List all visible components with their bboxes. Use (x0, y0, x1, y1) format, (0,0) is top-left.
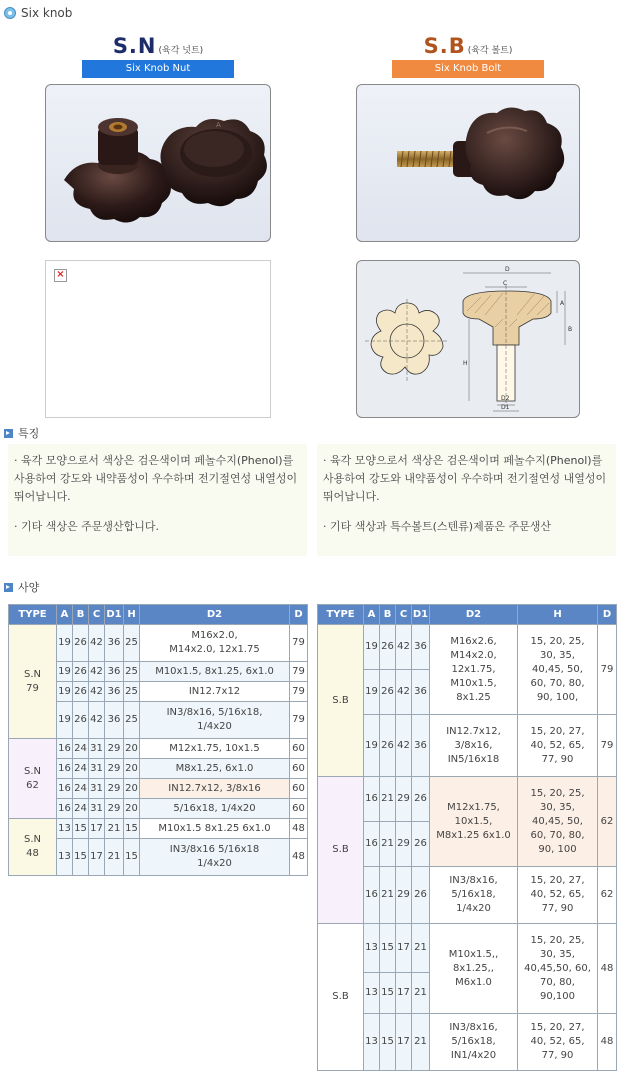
product-name-bar-sn: Six Knob Nut (82, 60, 234, 78)
header-cell-d2: D2 (430, 605, 518, 625)
type-cell: S.N 79 (9, 625, 57, 739)
cell-b: 21 (380, 777, 396, 822)
cell-d1: 29 (105, 739, 124, 759)
header-cell-a: A (57, 605, 73, 625)
cell-b: 26 (380, 625, 396, 670)
spec-table-sb (317, 604, 617, 1071)
cell-b: 24 (73, 799, 89, 819)
features-box-right (317, 444, 616, 556)
type-cell: S.N 48 (9, 819, 57, 876)
cell-h: 15, 20, 27, 40, 52, 65, 77, 90 (518, 1014, 598, 1071)
cell-d: 60 (290, 779, 308, 799)
cell-b: 15 (380, 1014, 396, 1071)
cell-c: 17 (396, 973, 412, 1014)
cell-d2: M12x1.75, 10x1.5, M8x1.25 6x1.0 (430, 777, 518, 867)
features-heading (4, 426, 39, 440)
cell-a: 19 (364, 670, 380, 715)
product-header-sn (82, 34, 234, 78)
cell-d1: 36 (412, 715, 430, 777)
type-cell: S.B (318, 924, 364, 1071)
header-cell-a: A (364, 605, 380, 625)
header-cell-d: D (290, 605, 308, 625)
cell-a: 16 (57, 739, 73, 759)
cell-d1: 26 (412, 777, 430, 822)
cell-b: 26 (73, 662, 89, 682)
cell-a: 16 (364, 822, 380, 867)
header-cell-c: C (89, 605, 105, 625)
cell-a: 16 (364, 777, 380, 822)
cell-a: 19 (57, 625, 73, 662)
cell-d1: 29 (105, 799, 124, 819)
cell-d1: 36 (105, 682, 124, 702)
cell-c: 31 (89, 759, 105, 779)
cell-d2: M10x1.5, 8x1.25, 6x1.0 (140, 662, 290, 682)
dim-label-b: B (568, 326, 573, 333)
dim-label-c: C (503, 280, 508, 287)
cell-a: 19 (364, 715, 380, 777)
title-bullet-icon (4, 7, 16, 19)
cell-c: 31 (89, 739, 105, 759)
cell-d2: IN3/8x16, 5/16x18, 1/4x20 (430, 867, 518, 924)
cell-d: 79 (598, 625, 617, 715)
cell-c: 29 (396, 777, 412, 822)
cell-a: 19 (57, 702, 73, 739)
cell-d: 62 (598, 867, 617, 924)
cell-a: 13 (364, 1014, 380, 1071)
type-cell: S.B (318, 625, 364, 777)
six-knob-bolt-photo (356, 84, 580, 242)
page-title: Six knob (21, 6, 73, 20)
cell-b: 15 (380, 973, 396, 1014)
features-left-paragraph-2: · 기타 색상은 주문생산합니다. (14, 520, 159, 533)
cell-a: 16 (57, 799, 73, 819)
cell-c: 42 (396, 670, 412, 715)
cell-d1: 21 (412, 1014, 430, 1071)
cell-d2: M16x2.6, M14x2.0, 12x1.75, M10x1.5, 8x1.25 (430, 625, 518, 715)
product-code-sn: S.N (112, 34, 157, 58)
cell-c: 42 (396, 625, 412, 670)
cell-d: 79 (290, 702, 308, 739)
header-cell-d1: D1 (105, 605, 124, 625)
cell-d: 79 (290, 682, 308, 702)
cell-d2: M12x1.75, 10x1.5 (140, 739, 290, 759)
header-cell-b: B (73, 605, 89, 625)
cell-h: 15 (124, 819, 140, 839)
cell-h: 25 (124, 625, 140, 662)
header-cell-type: TYPE (318, 605, 364, 625)
header-cell-type: TYPE (9, 605, 57, 625)
cell-b: 26 (73, 625, 89, 662)
cell-d: 62 (598, 777, 617, 867)
cell-c: 17 (396, 924, 412, 973)
cell-a: 13 (57, 819, 73, 839)
cell-d2: IN12.7x12, 3/8x16, IN5/16x18 (430, 715, 518, 777)
cell-d1: 29 (105, 779, 124, 799)
cell-d: 79 (290, 625, 308, 662)
cell-d1: 21 (105, 839, 124, 876)
cell-c: 31 (89, 779, 105, 799)
header-cell-h: H (124, 605, 140, 625)
technical-drawing (356, 260, 580, 418)
features-heading-label: 특징 (18, 427, 40, 440)
section-arrow-icon (4, 583, 13, 592)
cell-c: 31 (89, 799, 105, 819)
cell-d1: 29 (105, 759, 124, 779)
cell-b: 15 (380, 924, 396, 973)
cell-a: 13 (57, 839, 73, 876)
dim-label-h: H (463, 360, 468, 367)
cell-h: 15, 20, 25, 30, 35, 40,45, 50, 60, 70, 80, 90, 100 (518, 777, 598, 867)
cell-d2: M8x1.25, 6x1.0 (140, 759, 290, 779)
cell-h: 20 (124, 799, 140, 819)
header-cell-d2: D2 (140, 605, 290, 625)
cell-d2: IN3/8x16, 5/16x18, IN1/4x20 (430, 1014, 518, 1071)
header-cell-c: C (396, 605, 412, 625)
cell-d2: M10x1.5 8x1.25 6x1.0 (140, 819, 290, 839)
table-row (318, 625, 617, 670)
cell-d1: 36 (105, 702, 124, 739)
cell-d2: IN3/8x16, 5/16x18, 1/4x20 (140, 702, 290, 739)
cell-d1: 21 (105, 819, 124, 839)
page-title-row (4, 4, 72, 22)
cell-b: 26 (73, 682, 89, 702)
cell-b: 24 (73, 779, 89, 799)
cell-d: 60 (290, 799, 308, 819)
product-header-sb (392, 34, 544, 78)
dim-label-d2: D2 (501, 395, 510, 402)
product-code-sb: S.B (423, 34, 466, 58)
cell-d2: IN3/8x16 5/16x18 1/4x20 (140, 839, 290, 876)
cell-c: 17 (89, 819, 105, 839)
cell-d2: IN12.7x12 (140, 682, 290, 702)
dim-label-d: D (505, 266, 510, 273)
cell-c: 17 (396, 1014, 412, 1071)
cell-d: 48 (598, 1014, 617, 1071)
cell-b: 15 (73, 839, 89, 876)
dim-label-d1: D1 (501, 404, 510, 411)
cell-d1: 21 (412, 973, 430, 1014)
header-cell-b: B (380, 605, 396, 625)
cell-b: 26 (380, 670, 396, 715)
broken-image-icon: × (54, 269, 67, 282)
broken-image-placeholder (45, 260, 271, 418)
cell-h: 25 (124, 682, 140, 702)
cell-h: 15, 20, 27, 40, 52, 65, 77, 90 (518, 867, 598, 924)
type-cell: S.N 62 (9, 739, 57, 819)
cell-d2: M10x1.5,, 8x1.25,, M6x1.0 (430, 924, 518, 1014)
features-right-paragraph-2: · 기타 색상과 특수볼트(스텐류)제품은 주문생산 (323, 520, 551, 533)
cell-a: 19 (364, 625, 380, 670)
cell-b: 24 (73, 739, 89, 759)
type-cell: S.B (318, 777, 364, 924)
cell-h: 25 (124, 702, 140, 739)
product-korean-sn: (육각 넛트) (158, 46, 204, 56)
cell-a: 16 (364, 867, 380, 924)
product-korean-sb: (육각 볼트) (467, 46, 513, 56)
features-right-paragraph-1: · 육각 모양으로서 색상은 검은색이며 페놀수지(Phenol)를 사용하여 강도와 내약품성이 우수하며 전기절연성 내열성이 뛰어납니다. (323, 454, 607, 503)
cell-d1: 36 (412, 670, 430, 715)
cell-h: 25 (124, 662, 140, 682)
features-box-left (8, 444, 307, 556)
cell-d2: M16x2.0, M14x2.0, 12x1.75 (140, 625, 290, 662)
cell-d: 79 (290, 662, 308, 682)
cell-h: 20 (124, 759, 140, 779)
cell-b: 21 (380, 822, 396, 867)
cell-a: 13 (364, 924, 380, 973)
cell-a: 16 (57, 779, 73, 799)
table-row (9, 819, 308, 839)
cell-b: 26 (73, 702, 89, 739)
table-row (318, 924, 617, 973)
cell-d1: 36 (105, 662, 124, 682)
cell-d: 48 (290, 839, 308, 876)
cell-c: 29 (396, 822, 412, 867)
cell-d1: 36 (105, 625, 124, 662)
cell-a: 16 (57, 759, 73, 779)
header-cell-d1: D1 (412, 605, 430, 625)
cell-d2: 5/16x18, 1/4x20 (140, 799, 290, 819)
cell-d: 60 (290, 739, 308, 759)
cell-a: 19 (57, 662, 73, 682)
svg-text:A: A (216, 121, 221, 129)
cell-c: 42 (89, 702, 105, 739)
cell-h: 20 (124, 779, 140, 799)
cell-a: 13 (364, 973, 380, 1014)
product-name-bar-sb: Six Knob Bolt (392, 60, 544, 78)
cell-h: 15 (124, 839, 140, 876)
features-left-paragraph-1: · 육각 모양으로서 색상은 검은색이며 페놀수지(Phenol)를 사용하여 강도와 내약품성이 우수하며 전기절연성 내열성이 뛰어납니다. (14, 454, 298, 503)
cell-d: 48 (290, 819, 308, 839)
table-row (9, 739, 308, 759)
spec-heading (4, 580, 39, 594)
cell-h: 15, 20, 25, 30, 35, 40,45, 50, 60, 70, 80, 90, 100, (518, 625, 598, 715)
cell-h: 20 (124, 739, 140, 759)
cell-c: 42 (89, 662, 105, 682)
dim-label-a: A (560, 300, 565, 307)
six-knob-nut-photo (45, 84, 271, 242)
spec-heading-label: 사양 (18, 581, 40, 594)
header-cell-h: H (518, 605, 598, 625)
cell-c: 17 (89, 839, 105, 876)
cell-b: 15 (73, 819, 89, 839)
cell-d1: 26 (412, 867, 430, 924)
cell-c: 42 (89, 682, 105, 702)
section-arrow-icon (4, 429, 13, 438)
spec-table-sn (8, 604, 308, 876)
cell-d: 48 (598, 924, 617, 1014)
cell-c: 42 (396, 715, 412, 777)
header-cell-d: D (598, 605, 617, 625)
cell-d1: 36 (412, 625, 430, 670)
table-row (9, 625, 308, 662)
cell-a: 19 (57, 682, 73, 702)
table-row (318, 777, 617, 822)
cell-c: 29 (396, 867, 412, 924)
cell-h: 15, 20, 25, 30, 35, 40,45,50, 60, 70, 80, 90,100 (518, 924, 598, 1014)
cell-d: 60 (290, 759, 308, 779)
cell-b: 21 (380, 867, 396, 924)
cell-d: 79 (598, 715, 617, 777)
cell-b: 24 (73, 759, 89, 779)
cell-c: 42 (89, 625, 105, 662)
cell-d2: IN12.7x12, 3/8x16 (140, 779, 290, 799)
cell-h: 15, 20, 27, 40, 52, 65, 77, 90 (518, 715, 598, 777)
cell-b: 26 (380, 715, 396, 777)
cell-d1: 26 (412, 822, 430, 867)
cell-d1: 21 (412, 924, 430, 973)
